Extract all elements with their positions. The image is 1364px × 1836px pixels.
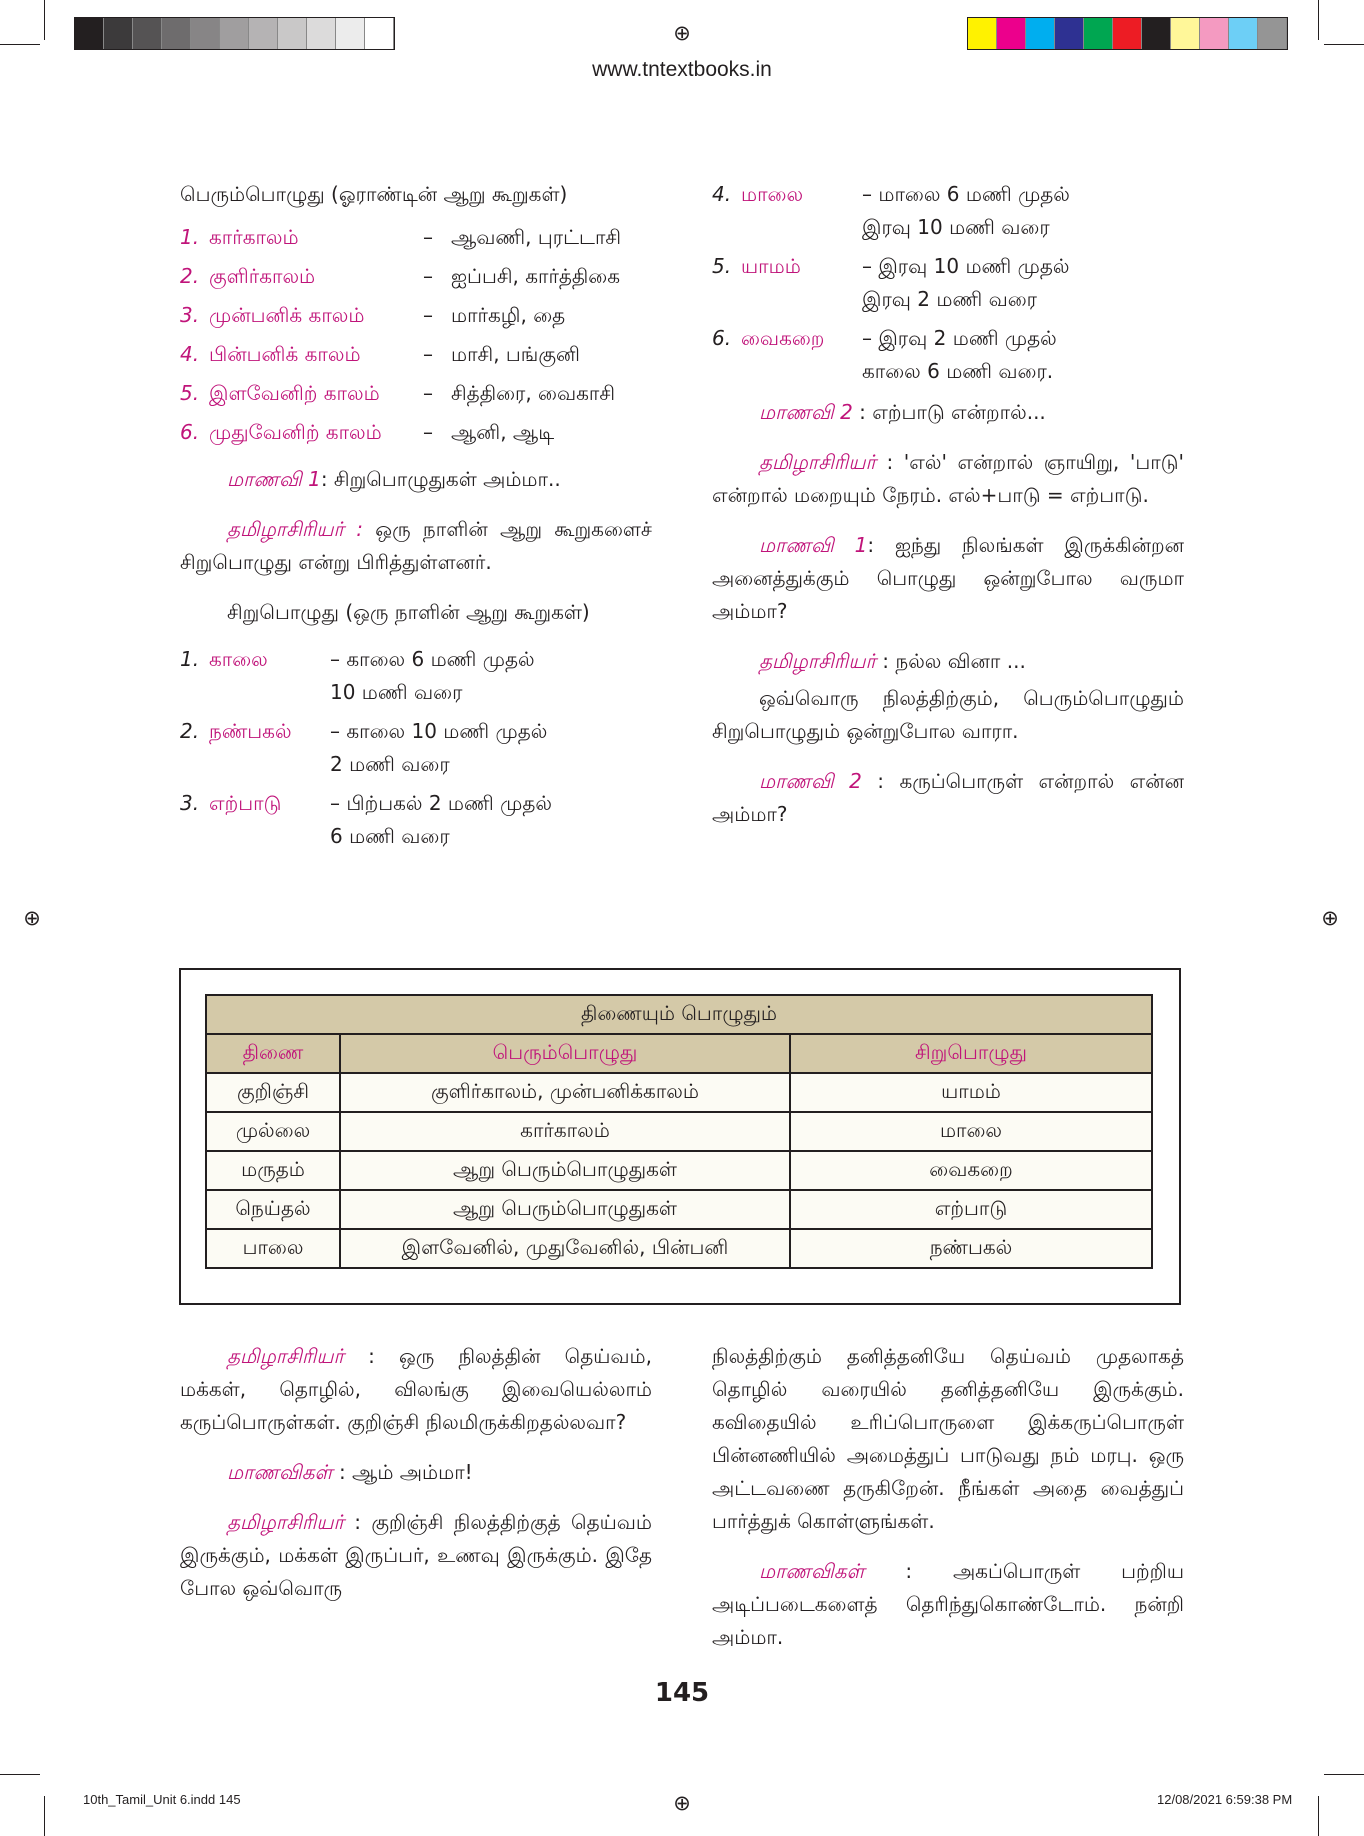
thinai-pozhuthu-table [205, 994, 1153, 1269]
table-cell: நெய்தல் [206, 1190, 340, 1229]
time-list [712, 178, 1184, 388]
table-cell: மாலை [790, 1112, 1152, 1151]
speaker: மாணவி 2 [759, 400, 853, 424]
time-item [712, 250, 1184, 316]
table-cell: கார்காலம் [340, 1112, 790, 1151]
time-range: – காலை 6 மணி முதல் 10 மணி வரை [330, 647, 535, 704]
table-cell: நண்பகல் [790, 1229, 1152, 1268]
dialogue-teacher: தமிழாசிரியர் : 'எல்' என்றால் ஞாயிறு, 'பாடு' என்றால் மறையும் நேரம். எல்+பாடு = எற்பாடு. [712, 450, 1184, 507]
table-cell: முல்லை [206, 1112, 340, 1151]
registration-mark-icon: ⊕ [673, 1791, 691, 1815]
speaker: மாணவி 2 [759, 769, 862, 793]
calibration-swatch [220, 18, 249, 49]
season-months: ஆனி, ஆடி [451, 420, 555, 444]
time-item [180, 715, 652, 781]
speaker: தமிழாசிரியர் : [227, 517, 363, 541]
dialogue-teacher: தமிழாசிரியர் : நல்ல வினா ... [759, 649, 1026, 673]
crop-mark [0, 1774, 40, 1775]
table-cell: ஆறு பெரும்பொழுதுகள் [340, 1190, 790, 1229]
time-list [180, 643, 652, 853]
dash: – [423, 225, 433, 249]
season-months: மாசி, பங்குனி [451, 342, 580, 366]
item-number: 6. [712, 326, 732, 350]
table-cell: எற்பாடு [790, 1190, 1152, 1229]
bottom-right-column [712, 1340, 1184, 1671]
item-number: 2. [180, 264, 200, 288]
season-item [180, 377, 652, 410]
calibration-swatch [968, 18, 997, 49]
file-name: 10th_Tamil_Unit 6.indd 145 [83, 1792, 241, 1807]
speaker: மாணவிகள் [759, 1559, 865, 1583]
item-number: 6. [180, 420, 200, 444]
dialogue-student2: மாணவி 2 : கருப்பொருள் என்றால் என்ன அம்மா? [712, 769, 1185, 826]
item-number: 5. [712, 254, 732, 278]
time-range: – பிற்பகல் 2 மணி முதல் 6 மணி வரை [330, 791, 552, 848]
table-row [206, 1112, 1152, 1151]
crop-mark [0, 44, 40, 45]
calibration-swatch [336, 18, 365, 49]
calibration-swatch [1200, 18, 1229, 49]
table-title: திணையும் பொழுதும் [206, 995, 1152, 1034]
time-item [712, 322, 1184, 388]
table-cell: மருதம் [206, 1151, 340, 1190]
calibration-swatch [997, 18, 1026, 49]
dialogue-student1: மாணவி 1: சிறுபொழுதுகள் அம்மா.. [227, 467, 561, 491]
calibration-swatch [1055, 18, 1084, 49]
time-name: காலை [209, 647, 268, 671]
calibration-swatch [1084, 18, 1113, 49]
item-number: 3. [180, 791, 200, 815]
dialogue-students: மாணவிகள் : அகப்பொருள் பற்றிய அடிப்படைகளைத் தெரிந்துகொண்டோம். நன்றி அம்மா. [712, 1559, 1184, 1649]
time-name: வைகறை [741, 326, 825, 350]
table-cell: குறிஞ்சி [206, 1073, 340, 1112]
item-number: 1. [180, 225, 200, 249]
calibration-swatch [104, 18, 133, 49]
calibration-swatch [249, 18, 278, 49]
column-header: திணை [206, 1034, 340, 1073]
speaker: மாணவிகள் [227, 1460, 333, 1484]
bottom-left-column [180, 1340, 652, 1622]
time-name: நண்பகல் [209, 719, 292, 743]
color-calibration-bar [967, 17, 1288, 50]
speaker: தமிழாசிரியர் [227, 1344, 344, 1368]
time-range: – காலை 10 மணி முதல் 2 மணி வரை [330, 719, 548, 776]
crop-mark [1318, 0, 1319, 40]
season-months: சித்திரை, வைகாசி [451, 381, 616, 405]
season-item [180, 299, 652, 332]
season-months: ஆவணி, புரட்டாசி [451, 225, 622, 249]
perum-pozhuthu-heading: பெரும்பொழுது (ஓராண்டின் ஆறு கூறுகள்) [180, 182, 568, 206]
time-range: – மாலை 6 மணி முதல் இரவு 10 மணி வரை [862, 182, 1070, 239]
season-name: பின்பனிக் காலம் [209, 342, 361, 366]
item-number: 5. [180, 381, 200, 405]
speaker: மாணவி 1 [227, 467, 321, 491]
speaker: மாணவி 1 [759, 533, 868, 557]
dialogue-students: மாணவிகள் : ஆம் அம்மா! [227, 1460, 473, 1484]
siru-pozhuthu-heading: சிறுபொழுது (ஒரு நாளின் ஆறு கூறுகள்) [227, 600, 590, 624]
crop-mark [44, 1796, 45, 1836]
dash: – [423, 342, 433, 366]
calibration-swatch [1229, 18, 1258, 49]
season-item [180, 416, 652, 449]
calibration-swatch [1171, 18, 1200, 49]
item-number: 1. [180, 647, 200, 671]
time-range: – இரவு 10 மணி முதல் இரவு 2 மணி வரை [862, 254, 1070, 311]
column-header: பெரும்பொழுது [340, 1034, 790, 1073]
season-months: மார்கழி, தை [451, 303, 566, 327]
speaker: தமிழாசிரியர் [759, 450, 876, 474]
season-name: கார்காலம் [209, 225, 299, 249]
speaker: தமிழாசிரியர் [227, 1510, 344, 1534]
item-number: 3. [180, 303, 200, 327]
crop-mark [1318, 1796, 1319, 1836]
print-timestamp: 12/08/2021 6:59:38 PM [1157, 1792, 1293, 1807]
time-name: யாமம் [741, 254, 801, 278]
dash: – [423, 264, 433, 288]
time-item [180, 643, 652, 709]
season-months: ஐப்பசி, கார்த்திகை [451, 264, 621, 288]
calibration-swatch [365, 18, 394, 49]
crop-mark [44, 0, 45, 40]
paragraph: ஒவ்வொரு நிலத்திற்கும், பெரும்பொழுதும் சிறுபொழுதும் ஒன்றுபோல வாரா. [712, 686, 1184, 743]
time-item [180, 787, 652, 853]
table-row [206, 1073, 1152, 1112]
item-number: 4. [180, 342, 200, 366]
dialogue-teacher: தமிழாசிரியர் : ஒரு நாளின் ஆறு கூறுகளைச் சிறுபொழுது என்று பிரித்துள்ளனர். [180, 517, 652, 574]
right-column [712, 178, 1184, 848]
time-item [712, 178, 1184, 244]
calibration-swatch [1142, 18, 1171, 49]
season-list [180, 221, 652, 449]
season-name: குளிர்காலம் [209, 264, 316, 288]
left-column [180, 178, 652, 859]
table-cell: வைகறை [790, 1151, 1152, 1190]
speaker: தமிழாசிரியர் [759, 649, 876, 673]
crop-mark [1324, 1774, 1364, 1775]
season-item [180, 260, 652, 293]
calibration-swatch [75, 18, 104, 49]
season-name: முன்பனிக் காலம் [209, 303, 365, 327]
gray-calibration-bar [74, 17, 395, 50]
table-cell: குளிர்காலம், முன்பனிக்காலம் [340, 1073, 790, 1112]
time-name: மாலை [741, 182, 804, 206]
paragraph: நிலத்திற்கும் தனித்தனியே தெய்வம் முதலாகத் தொழில் வரையில் தனித்தனியே இருக்கும். கவிதையில் உரிப்பொருளை இக்கருப்பொருள் பின்னணியில் அமைத்துப் பாடுவது நம் மரபு. ஒரு அட்டவணை தருகிறேன். நீங்கள் அதை வைத்துப் பார்த்துக் கொள்ளுங்கள். [712, 1344, 1184, 1533]
season-name: இளவேனிற் காலம் [209, 381, 380, 405]
item-number: 2. [180, 719, 200, 743]
table-row [206, 1190, 1152, 1229]
calibration-swatch [162, 18, 191, 49]
registration-mark-icon: ⊕ [673, 21, 691, 45]
dialogue-teacher: தமிழாசிரியர் : குறிஞ்சி நிலத்திற்குத் தெய்வம் இருக்கும், மக்கள் இருப்பர், உணவு இருக்கும். இதே போல ஒவ்வொரு [180, 1510, 652, 1600]
registration-mark-icon: ⊕ [1321, 906, 1339, 930]
crop-mark [1324, 44, 1364, 45]
dialogue-student1: மாணவி 1: ஐந்து நிலங்கள் இருக்கின்றன அனைத்துக்கும் பொழுது ஒன்றுபோல வருமா அம்மா? [712, 533, 1185, 623]
dialogue-student2: மாணவி 2 : எற்பாடு என்றால்... [759, 400, 1046, 424]
dialogue-teacher: தமிழாசிரியர் : ஒரு நிலத்தின் தெய்வம், மக்கள், தொழில், விலங்கு இவையெல்லாம் கருப்பொருள்கள். குறிஞ்சி நிலமிருக்கிறதல்லவா? [180, 1344, 652, 1434]
table-row [206, 1151, 1152, 1190]
season-name: முதுவேனிற் காலம் [209, 420, 382, 444]
dash: – [423, 381, 433, 405]
calibration-swatch [191, 18, 220, 49]
table-cell: பாலை [206, 1229, 340, 1268]
registration-mark-icon: ⊕ [23, 906, 41, 930]
dash: – [423, 420, 433, 444]
dash: – [423, 303, 433, 327]
calibration-swatch [1258, 18, 1287, 49]
table-cell: யாமம் [790, 1073, 1152, 1112]
calibration-swatch [307, 18, 336, 49]
column-header: சிறுபொழுது [790, 1034, 1152, 1073]
season-item [180, 221, 652, 254]
item-number: 4. [712, 182, 732, 206]
page-number: 145 [654, 1678, 710, 1708]
calibration-swatch [278, 18, 307, 49]
calibration-swatch [133, 18, 162, 49]
calibration-swatch [1113, 18, 1142, 49]
website-url: www.tntextbooks.in [592, 58, 772, 81]
time-name: எற்பாடு [209, 791, 282, 815]
table-cell: இளவேனில், முதுவேனில், பின்பனி [340, 1229, 790, 1268]
season-item [180, 338, 652, 371]
table-row [206, 1229, 1152, 1268]
calibration-swatch [1026, 18, 1055, 49]
table-cell: ஆறு பெரும்பொழுதுகள் [340, 1151, 790, 1190]
time-range: – இரவு 2 மணி முதல் காலை 6 மணி வரை. [862, 326, 1057, 383]
